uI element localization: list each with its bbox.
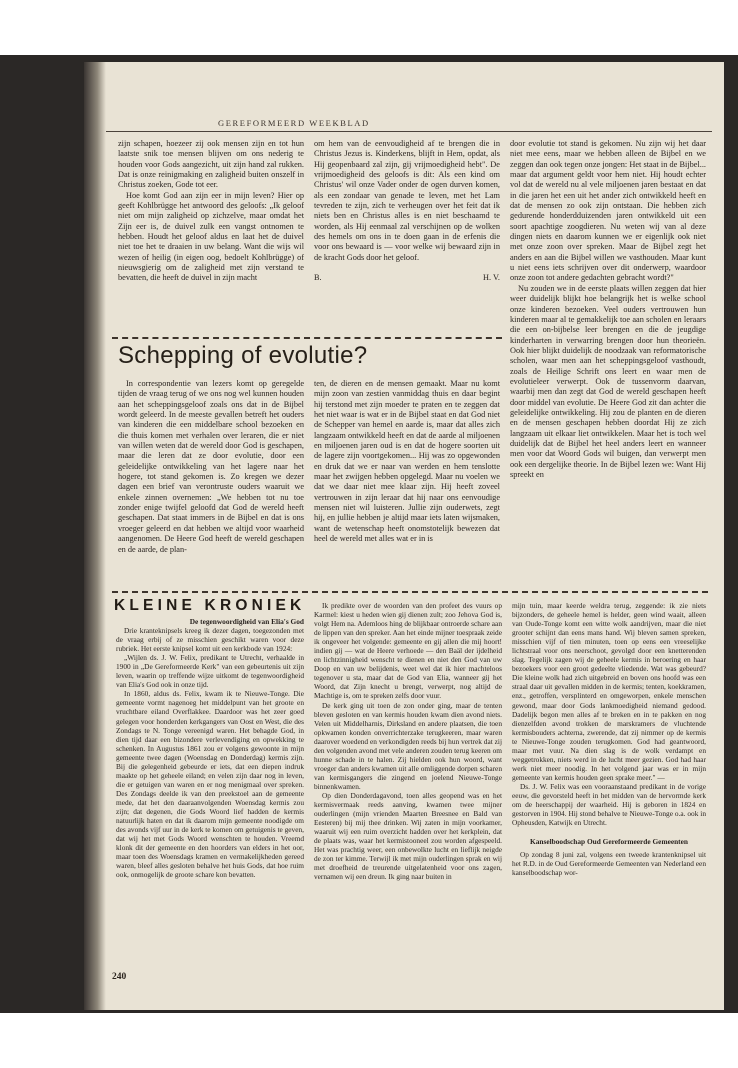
kroniek-col1 bbox=[116, 617, 304, 879]
schepping-col1 bbox=[118, 379, 304, 555]
schepping-col2 bbox=[314, 379, 500, 545]
section-subhead: De tegenwoordigheid van Elia's God bbox=[189, 617, 304, 626]
paragraph: De kerk ging uit toen de zon onder ging, maar de tenten bleven gesloten en van kermis houden kwam dien avond niets. Velen uit Middelharnis, Dirksland en andere plaatsen, die toen opkwamen konden onverrichterzake terugkeeren, maar waren daarover woedend en verkondigden reeds bij hun vertrek dat zij den volgenden avond met vele anderen zouden terug keeren om hunne schade in te halen. Zij hielden ook hun woord, want vroeger dan anders kwamen uit alle omliggende dorpen scharen van kermisgangers die zingend en joelend Nieuwe-Tonge binnenkwamen. bbox=[314, 700, 502, 791]
paragraph: Nu zouden we in de eerste plaats willen zeggen dat hier weer duidelijk blijkt hoe belangrijk het is welke school onze kinderen bezoeken. Veel ouders vertrouwen hun kinderen maar al te gemakkelijk toe aan scholen en leraars die een on-bijbelse leer brengen en die de jeugdige kinderharten in verwarring brengen door hun theorieën. Ook hier blijkt duidelijk de noodzaak van reformatorische scholen, waar men aan het scheppingsgeloof vasthoudt, zoals de Heilige Schrift ons leert en waar men de evolutieleer verwerpt. Ook de tussenvorm daarvan, waarbij men dan zegt dat God de wereld geschapen heeft door middel van evolutie. De Heere God zit dan achter die geleidelijke ontwikkeling. Hij zou de planten en de dieren en de mensen geschapen hebben doordat Hij ze zich langzaam uit elkaar liet ontwikkelen. Maar het is toch wel duidelijk dat de Bijbel het heel anders leert en wanneer men voor dat Woord Gods wil buigen, dan verwerpt men ook een dergelijke theorie. In de Bijbel lezen we: Want Hij spreekt en bbox=[510, 283, 706, 479]
section-subhead: Kanselboodschap Oud Gereformeerde Gemeenten bbox=[530, 837, 688, 847]
signature-left: B. bbox=[314, 273, 322, 283]
paragraph: zijn schapen, hoezeer zij ook mensen zijn en tot hun laatste snik toe mensen blijven om ons nederig te houden voor Gods aangezicht, uit zijn hand zal rukken. Dat is onze reinigmaking en zaligheid buiten onszelf in Christus zoeken, Gode tot eer. bbox=[118, 139, 304, 190]
top-article-col2 bbox=[314, 139, 500, 283]
paragraph: om hem van de eenvoudigheid af te brengen die in Christus Jezus is. Kinderkens, blijft in Hem, opdat, als Hij geopenbaard zal zijn, gij vrijmoedigheid hebt". De vrijmoedigheid des geloofs is dit: Als een kind om Christus' wil onze Vader onder de ogen durven komen, als een zondaar van genade te leven, met het Lam tevreden te zijn, zich te verheugen over het feit dat ik niets ben en Christus alles is en niet beschaamd te worden, als Hij eenmaal zal verschijnen op de wolken des hemels om ons in te doen gaan in de erfenis die voor ons bewaard is — voor welke wij bewaard zijn in de kracht Gods door het geloof. bbox=[314, 139, 500, 262]
header-rule bbox=[106, 131, 712, 132]
paragraph: In 1860, aldus ds. Felix, kwam ik te Nieuwe-Tonge. Die gemeente vormt nagenoeg het middelpunt van het groote en vruchtbare eiland Overflakkee. Daardoor was het zeer goed gelegen voor honderden kerkgangers van Oost en West, die des Zondags te N. Tonge vereenigd waren. Het behagde God, in dien tijd daar een bizondere verlevendiging en opwekking te schenken. In Augustus 1861 zou er volgens gewoonte in mijn gemeente twee dagen (Woensdag en Donderdag) kermis zijn. Bij die gelegenheid gebeurde er iets, dat een diepen indruk maakte op het geheele eiland; en velen zijn daar nog in leven, die er getuigen van waren en er nog menigmaal over spreken. Des Zondags deelde ik van den preekstoel aan de gemeente mede, dat het den daaraanvolgenden Woensdag kermis zou zijn; dat degenen, die Gods Woord lief hadden de kermis natuurlijk haten en dat ik daarom mijn gemeente noodigde om des avonds vijf uur in de kerk te komen om getuigenis te geven, dat wij het met Gods Woord wenschten te houden. Vreemd klonk dit der gemeente en den hoorders van elders in het oor, maar toen des Woensdags kramen en vermakelijkheden gereed waren, bleef alles gesloten behalve het huis Gods, dat hoe ruim ook, onmogelijk de groote schare kon bevatten. bbox=[116, 689, 304, 880]
paragraph: Drie kranteknipsels kreeg ik dezer dagen, toegezonden met de vraag erbij of ze misschien geschikt waren voor deze rubriek. Het eerste knipsel komt uit een kerkbode van 1924: bbox=[116, 626, 304, 654]
paragraph: In correspondentie van lezers komt op geregelde tijden de vraag terug of we ons nog wel kunnen houden aan het scheppingsgeloof zoals ons dat in de Bijbel wordt geleerd. In de meeste gevallen betreft het ouders van kinderen die een middelbare school bezoeken en die thuis komen met verhalen over leraren, die er niet van willen weten dat de wereld door God is geschapen, maar die leren dat ze door evolutie, door een geleidelijke ontwikkeling van het lagere naar het hogere, tot stand gekomen is. Zo kregen we dezer dagen een brief van verontruste ouders waaruit we enkele zinnen overnemen: „We hebben tot nu toe zonder enige twijfel geloofd dat God de wereld heeft geschapen. Dat staat immers in de Bijbel en dat is ons vroeger geleerd en dat hebben we altijd voor waarheid aangenomen. De Heere God heeft de wereld geschapen en de aarde, de plan- bbox=[118, 379, 304, 554]
kroniek-col3 bbox=[512, 601, 706, 877]
top-article-col1 bbox=[118, 139, 304, 284]
paragraph: Ik predikte over de woorden van den profeet des vuurs op Karmel: kiest u heden wien gij dienen zult; zoo Jehova God is, volgt Hem na. Ademloos hing de blijkbaar ontroerde schare aan de lippen van den spreker. Aan het einde mijner toespraak zeide ik ongeveer het volgende: gemeente en gij allen die mij hoort! indien gij — wat de Heere verhoede — den Baäl der ijdelheid en lichtzinnigheid wenscht te dienen en niet den God van uw Doop en van uw belijdenis, weet wel dat ik hier machteloos tegenover u sta, maar dat de God van Elia, wanneer gij het Woord, dat Zijn knecht u brengt, verwerpt, nog altijd de Machtige is, om te spreken zelfs door vuur. bbox=[314, 601, 502, 701]
kroniek-col2 bbox=[314, 601, 502, 881]
right-column bbox=[510, 139, 706, 480]
signature-line bbox=[314, 273, 500, 283]
binding-gutter-shadow bbox=[84, 62, 106, 1010]
paragraph: mijn tuin, maar keerde weldra terug, zeggende: ik zie niets bijzonders, de geheele hemel is helder, geen wind waait, alleen van Oude-Tonge komt een witte wolk aandrijven, maar die niet grooter schijnt dan eens mans hand. Wij bleven samen spreken, misschien vijf of tien minuten, toen op eens een vreeselijke lichtstraal voor ons neerschoot, gevolgd door een knetterenden slag. Tegelijk zagen wij de geheele kermis in beroering en haar bezoekers voor een groot gedeelte vliedende. Wat was gebeurd? Die kleine wolk had zich uitgebreid en boven ons hoofd was een straal daar uit gevallen midden in de kermis; tenten, koekkramen, enz., getroffen, versplinterd en omgeworpen, enkele menschen gewond, maar door Gods lankmoedigheid niemand gedood. Dadelijk begon men alles af te breken en in te pakken en nog dienzelfden avond trokken de marskramers de vluchtende kermisbouders achterna, zwerende, dat zij nimmer op de kermis te Nieuwe-Tonge zouden terugkomen. God had geantwoord, maar met vuur. Na dien slag is de wolk verdampt en weggetrokken, niets werd in de lucht meer gezien. God had haar werk niet meer noodig. In het volgend jaar was er in mijn gemeente van kermis houden geen sprake meer." — bbox=[512, 601, 706, 782]
paragraph: Ds. J. W. Felix was een vooraanstaand predikant in de vorige eeuw, die gevorsteld heeft in het midden van de hervormde kerk om de heerschappij der waarheid. Hij is geboren in 1824 en gestorven in 1904. Hij stond behalve te Nieuwe-Tonge o.a. ook in Opheusden, Katwijk en Utrecht. bbox=[512, 781, 706, 828]
paragraph: Hoe komt God aan zijn eer in mijn leven? Hier op geeft Kohlbrügge het antwoord des geloofs: „Ik geloof niet om mijn zaligheid op zichzelve, maar omdat het Zijn eer is, de duivel zulk een vangst ontnomen te hebben. Houdt het geloof aldus en laat het de duivel niet toe het te draaien in uw belang. Want die wijs wil wezen of heilig (in eigen oog, bedoelt Kohlbrügge) of nieuwsgierig om de zaligheid met zijn verstand te bevatten, die heeft de duivel in zijn macht bbox=[118, 190, 304, 283]
paragraph: Op zondag 8 juni zal, volgens een tweede krantenknipsel uit het R.D. in de Oud Gereformeerde Gemeenten van Nederland een kanselboodschap wor- bbox=[512, 850, 706, 878]
paragraph: Op dien Donderdagavond, toen alles geopend was en het kermisvermaak reeds aanving, kwamen twee mijner ouderlingen (mijn vrienden Maarten Breesnee en Bald van Eesteren) bij mij thee drinken. Wij zaten in mijn voorkamer, waaruit wij een ruim overzicht hadden over het kerkplein, dat de plaats was, waar het kermistooneel zou worden afgespeeld. Het was prachtig weer, een onbewolkte lucht en lieflijk neigde de zon ter kimme. Terwijl ik met mijn ouderlingen sprak en wij met droefheid de treurende uitgelatenheid voor ons zagen, vernamen wij een dreun. Ik ging naar buiten in bbox=[314, 790, 502, 882]
paragraph: „Wijlen ds. J. W. Felix, predikant te Utrecht, verhaalde in 1900 in „De Gereformeerde Kerk" van een gebeurtenis uit zijn leven, waarin op treffende wijze uitkomt de tegenwoordigheid van Elia's God ook in onze tijd. bbox=[116, 653, 304, 690]
section-divider-dashed bbox=[112, 337, 502, 339]
running-head: GEREFORMEERD WEEKBLAD bbox=[218, 118, 370, 128]
page-number: 240 bbox=[112, 972, 127, 982]
paragraph: door evolutie tot stand is gekomen. Nu zijn wij het daar niet mee eens, maar we hebben alleen de Bijbel en we zeggen dan ook tegen onze jongen: Het staat in de Bijbel... maar dat argument geldt voor hem niet. Hij houdt echter vol dat de wereld nu al vele miljoenen jaren bestaat en dat in die jaren het een uit het ander zich ontwikkeld heeft en dat de mensen zo ook zijn ontstaan. Die hebben zich gedurende honderdduizenden jaren ontwikkeld uit een soort apachtige zoogdieren. Nu weten wij van al deze dingen niets en daarom kunnen we er eigenlijk ook niet met onze zoon over spreken. Maar de Bijbel zegt het anders en aan die Bijbel willen we vasthouden. Maar kunt u niet eens iets schrijven over dit onderwerp, waardoor onze zoon tot andere gedachten gebracht wordt?" bbox=[510, 139, 706, 283]
paragraph: ten, de dieren en de mensen gemaakt. Maar nu komt mijn zoon van zestien vanmiddag thuis en daar begint hij terstond met zijn moeder te praten en te zeggen dat het niet waar is wat er in de Bijbel staat en dat God niet de Schepper van hemel en aarde is, maar dat alles zich langzaam ontwikkeld heeft en dat de aarde al miljoenen en miljoenen jaren oud is en dat de hogere soorten uit de lagere zijn voortgekomen... Hij was zo opgewonden en druk dat we er naar van werden en hem tenslotte maar het zwijgen hebben opgelegd. Maar nu voelen we dat we daar niet mee klaar zijn. Hij heeft zoveel vertrouwen in zijn leraar dat hij naar ons eenvoudige mensen niet wil luisteren. Jullie zijn ouderwets, zegt hij, en jullie hebben je altijd maar iets laten wijsmaken, want de wetenschap heeft onomstotelijk bewezen dat heel de wereld met alles wat er in is bbox=[314, 379, 500, 544]
section-divider-dashed bbox=[112, 591, 708, 593]
article-title: Schepping of evolutie? bbox=[118, 342, 368, 369]
column-title: KLEINE KRONIEK bbox=[114, 597, 306, 614]
signature-right: H. V. bbox=[483, 273, 500, 283]
